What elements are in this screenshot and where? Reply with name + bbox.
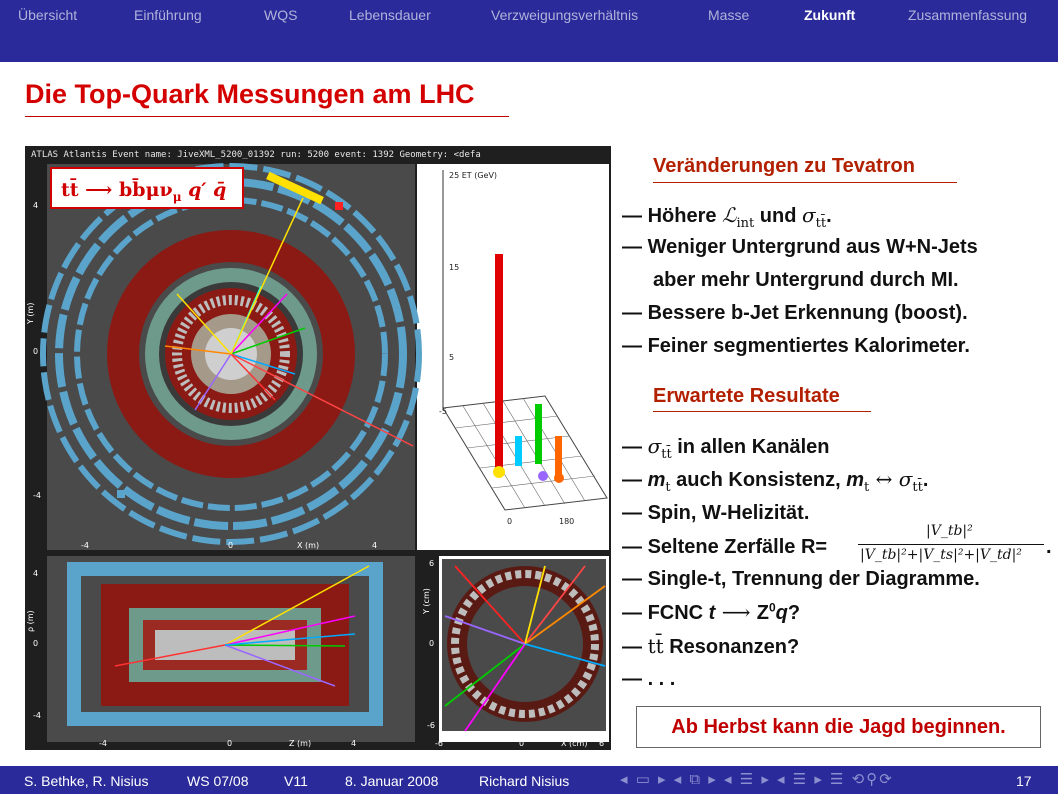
bullet-item: — Spin, W-Helizität.: [622, 502, 810, 524]
bullet-item: — Single-t, Trennung der Diagramme.: [622, 568, 980, 590]
section-heading-rule: [653, 411, 871, 412]
xy-xtick: 0: [228, 541, 234, 550]
footer-authors: S. Bethke, R. Nisius: [24, 773, 149, 789]
rz-view-detector: [67, 562, 383, 726]
footer-page-number: 17: [1016, 773, 1032, 789]
xy-ytick: -4: [33, 491, 41, 500]
zoom-ytick: -6: [427, 721, 435, 730]
nav-item-zukunft[interactable]: Zukunft: [804, 7, 856, 23]
display-header: ATLAS Atlantis Event name: JiveXML_5200_01392 run: 5200 event: 1392 Geometry: <defa: [31, 150, 481, 160]
rz-ytick: -4: [33, 711, 41, 720]
xy-xlabel: X (m): [297, 541, 320, 550]
footer-bar: [0, 766, 1058, 794]
top-navigation-bar: [0, 0, 1058, 62]
xy-xtick: 4: [372, 541, 378, 550]
lego-tick: 15: [449, 263, 460, 272]
footer-lecture: V11: [284, 773, 308, 789]
rz-xtick: 0: [227, 739, 233, 748]
section-heading-tevatron: Veränderungen zu Tevatron: [653, 155, 915, 177]
rz-ytick: 4: [33, 569, 39, 578]
rz-xtick: 4: [351, 739, 357, 748]
bullet-item: — Weniger Untergrund aus W+N-Jets: [622, 236, 978, 258]
bullet-item: — Feiner segmentiertes Kalorimeter.: [622, 335, 970, 357]
lego-plot-panel: [417, 164, 609, 550]
bullet-item: — $\sigma_{tt̄}$ in allen Kanälen: [622, 434, 830, 462]
xy-ytick: 4: [33, 201, 39, 210]
footer-semester: WS 07/08: [187, 773, 249, 789]
zoom-xtick: 0: [519, 739, 525, 748]
rz-ylabel: ρ (m): [26, 610, 35, 632]
bullet-item: — Bessere b-Jet Erkennung (boost).: [622, 302, 968, 324]
nav-item-masse[interactable]: Masse: [708, 7, 750, 23]
xy-ylabel: Y (m): [26, 302, 35, 324]
bullet-item: — $m_t$ auch Konsistenz, $m_t$ ↔ $\sigma_{tt̄}$.: [622, 467, 929, 495]
atlas-event-display: [25, 146, 611, 750]
bullet-item: — Höhere ℒ$_{int}$ und $\sigma_{tt̄}$.: [622, 203, 832, 231]
rz-ytick: 0: [33, 639, 39, 648]
nav-item-wqs[interactable]: WQS: [264, 7, 298, 23]
zoom-xtick: 6: [599, 739, 605, 748]
footer-date: 8. Januar 2008: [345, 773, 439, 789]
lego-tick: 5: [449, 353, 455, 362]
fraction-period: .: [1046, 536, 1052, 558]
zoom-xlabel: X (cm): [561, 739, 588, 748]
fraction-denominator: |V_tb|²+|V_ts|²+|V_td|²: [860, 547, 1022, 563]
callout-box: Ab Herbst kann die Jagd beginnen.: [636, 706, 1041, 748]
zoom-ytick: 6: [429, 559, 435, 568]
bullet-item: — FCNC t ⟶ $Z^0q$?: [622, 600, 801, 624]
lego-tick: -5: [439, 407, 447, 416]
section-heading-results: Erwartete Resultate: [653, 385, 840, 407]
nav-item-lebensdauer[interactable]: Lebensdauer: [349, 7, 431, 23]
beamer-navigation-icons[interactable]: ◂ ▭ ▸ ◂ ⧉ ▸ ◂ ☰ ▸ ◂ ☰ ▸ ☰ ⟲⚲⟳: [620, 771, 894, 788]
footer-speaker: Richard Nisius: [479, 773, 570, 789]
lego-label: 25 ET (GeV): [449, 171, 498, 180]
lego-axis-tick: 180: [559, 517, 575, 526]
title-underline: [25, 116, 509, 117]
nav-item-uebersicht[interactable]: Übersicht: [18, 7, 78, 23]
event-display-graphic: [25, 146, 611, 750]
bullet-item: — Seltene Zerfälle R=: [622, 536, 828, 558]
bullet-item: — tt̄ Resonanzen?: [622, 634, 800, 658]
zoom-xtick: -6: [435, 739, 443, 748]
bullet-continuation: aber mehr Untergrund durch MI.: [653, 269, 959, 291]
lego-axis-tick: 0: [507, 517, 513, 526]
zoom-ylabel: Y (cm): [422, 588, 431, 614]
xy-xtick: -4: [81, 541, 89, 550]
slide-title: Die Top-Quark Messungen am LHC: [25, 79, 475, 109]
section-heading-rule: [653, 182, 957, 183]
rz-xlabel: Z (m): [289, 739, 312, 748]
nav-item-zusammenfassung[interactable]: Zusammenfassung: [908, 7, 1028, 23]
rz-xtick: -4: [99, 739, 107, 748]
fraction-bar: [858, 544, 1044, 545]
nav-item-einfuehrung[interactable]: Einführung: [134, 7, 202, 23]
process-label: tt̄ ⟶ $bb̄\mu\nu_\mu$ q′ q̄: [61, 179, 227, 204]
zoom-ytick: 0: [429, 639, 435, 648]
fraction-numerator: |V_tb|²: [926, 523, 973, 539]
bullet-item: — . . .: [622, 668, 676, 690]
xy-ytick: 0: [33, 347, 39, 356]
nav-item-verzweigungsverhaeltnis[interactable]: Verzweigungsverhältnis: [491, 7, 639, 23]
